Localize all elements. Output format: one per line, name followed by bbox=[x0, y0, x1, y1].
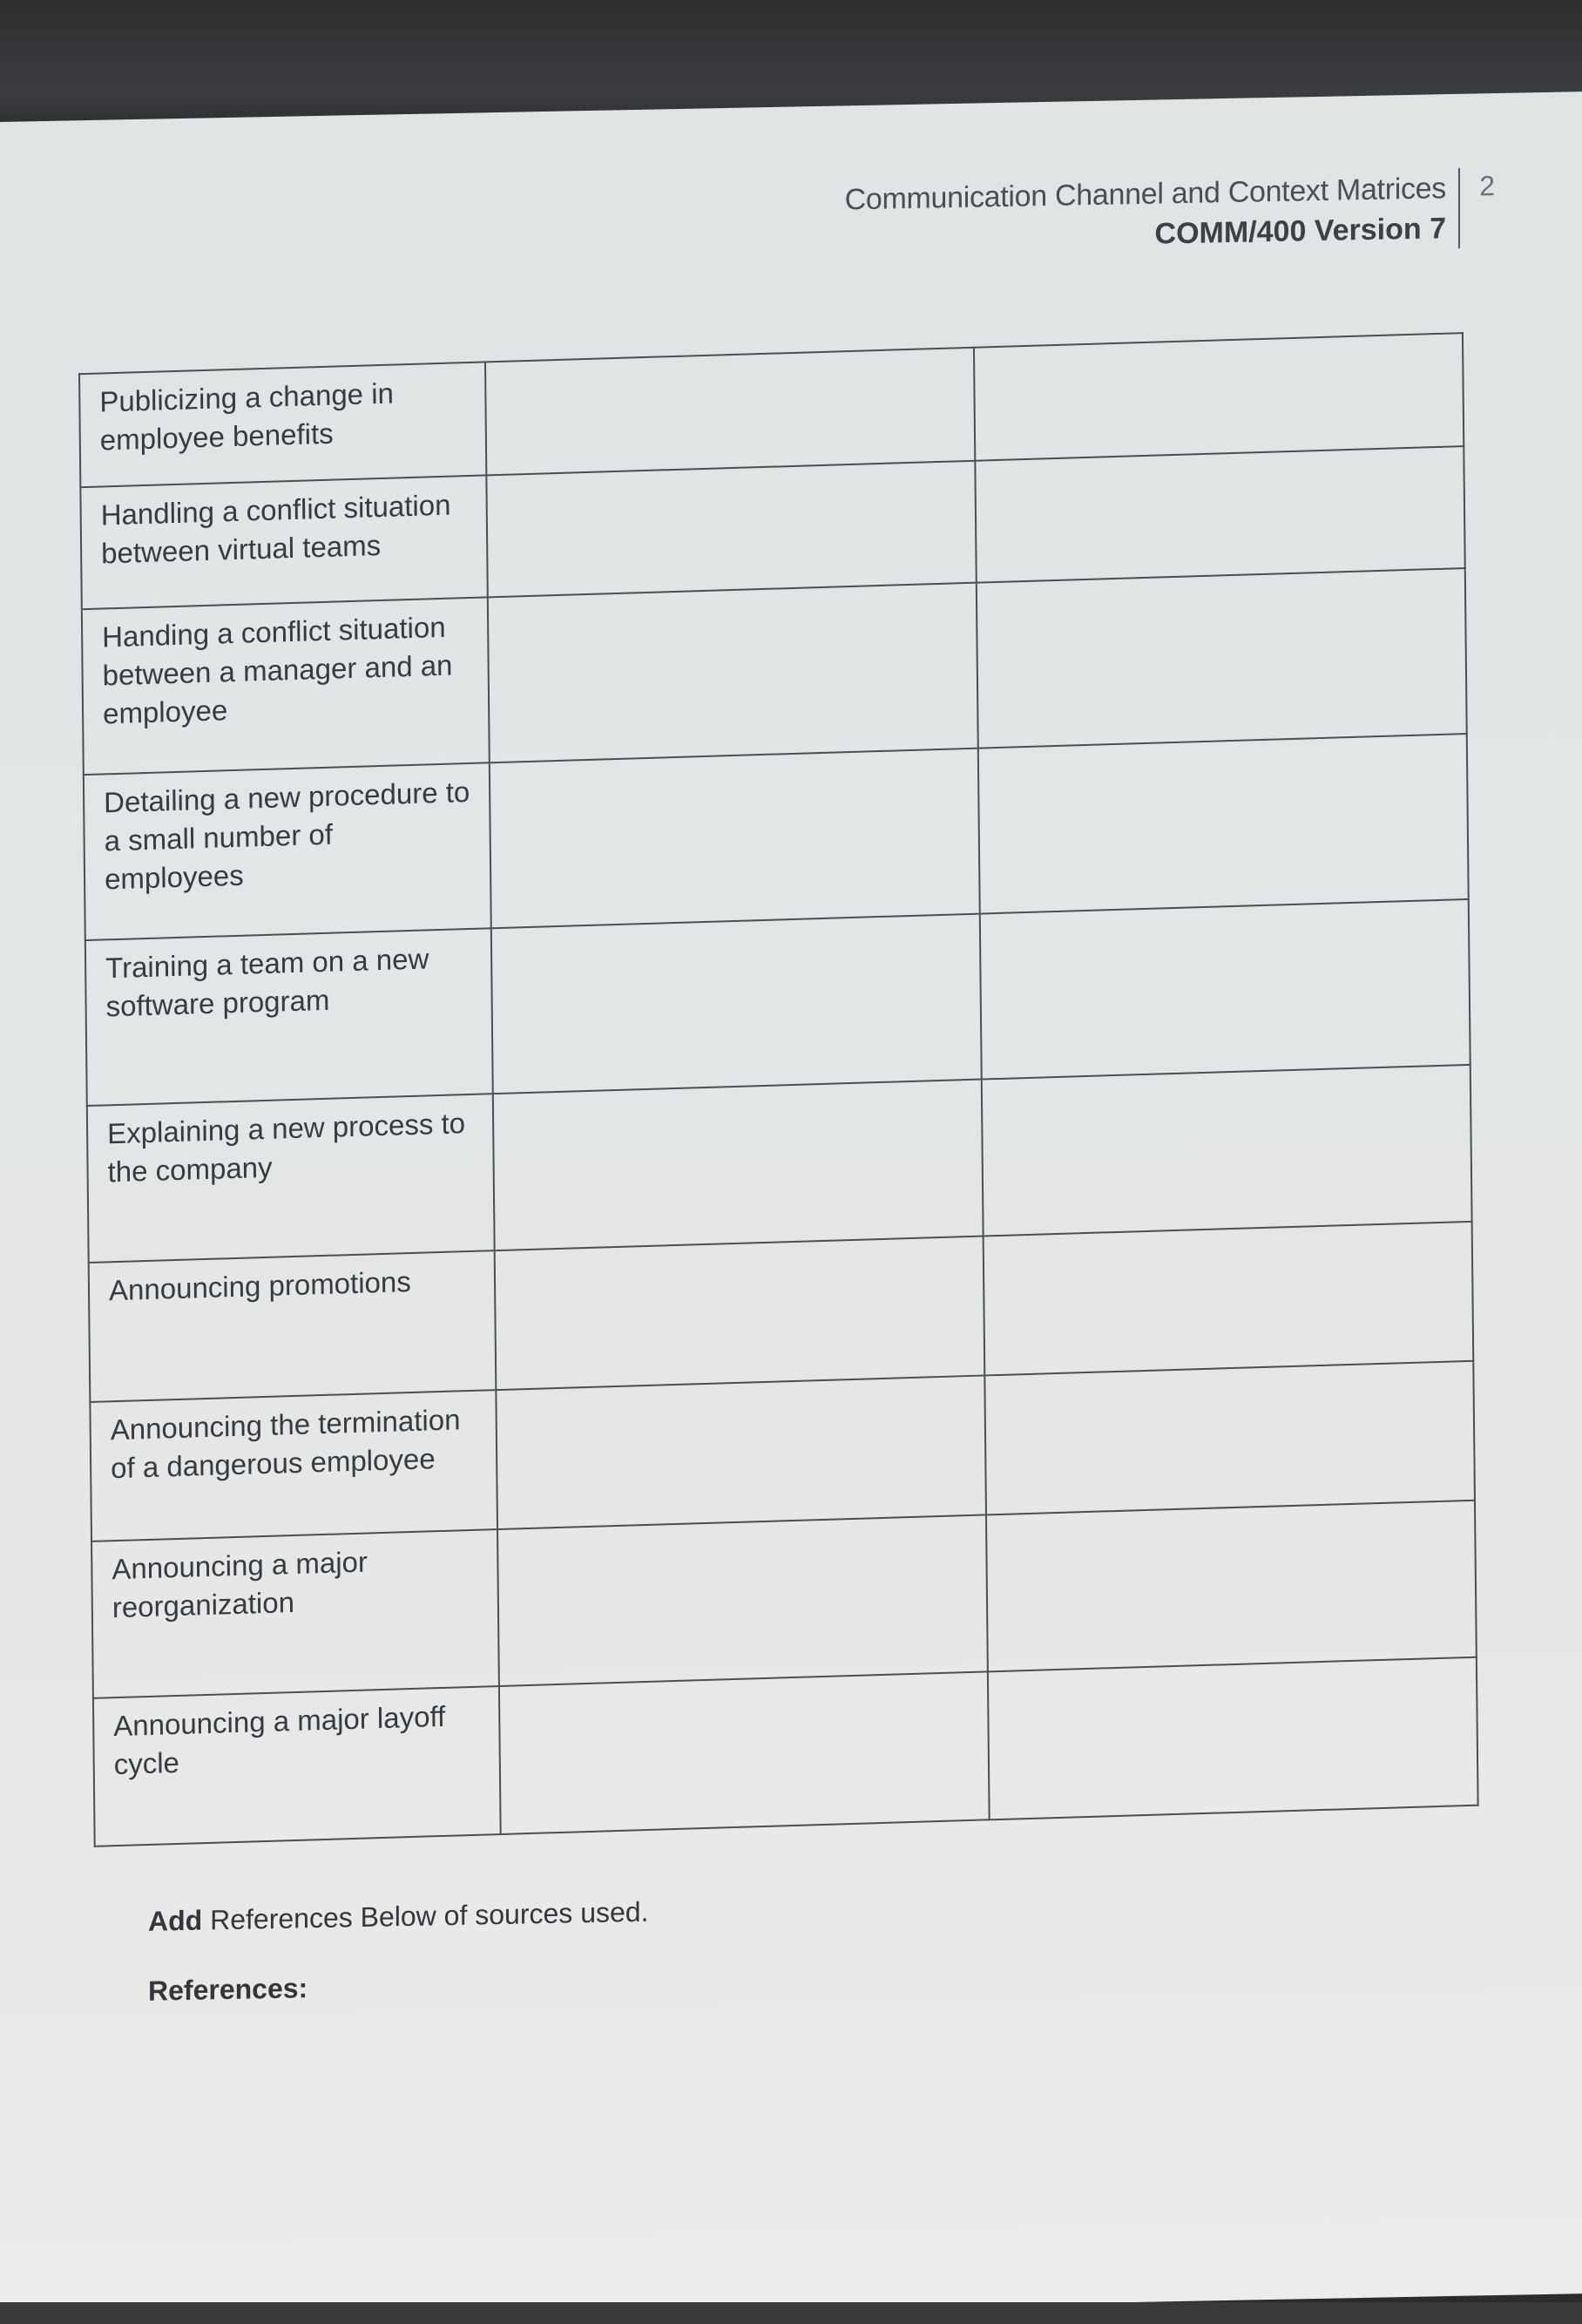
context-cell[interactable] bbox=[983, 1222, 1473, 1376]
running-header bbox=[845, 168, 1460, 261]
channel-cell[interactable] bbox=[497, 1514, 988, 1686]
row-label: Handling a conflict situation between virtual teams bbox=[80, 475, 487, 609]
row-label: Training a team on a new software program bbox=[85, 928, 493, 1106]
context-cell[interactable] bbox=[977, 568, 1467, 749]
context-cell[interactable] bbox=[984, 1361, 1475, 1515]
channel-cell[interactable] bbox=[485, 348, 975, 476]
references-label: References: bbox=[148, 1972, 308, 2007]
row-label: Announcing promotions bbox=[89, 1250, 496, 1402]
context-cell[interactable] bbox=[980, 899, 1470, 1080]
context-cell[interactable] bbox=[982, 1065, 1472, 1237]
row-label: Announcing a major layoff cycle bbox=[93, 1686, 501, 1846]
course-code: COMM/400 Version 7 bbox=[1154, 212, 1446, 251]
channel-cell[interactable] bbox=[491, 914, 982, 1094]
context-cell[interactable] bbox=[988, 1657, 1478, 1820]
row-label: Handing a conflict situation between a manager and an employee bbox=[82, 597, 490, 775]
channel-cell[interactable] bbox=[490, 749, 980, 929]
channel-cell[interactable] bbox=[499, 1671, 990, 1834]
row-label: Publicizing a change in employee benefits bbox=[79, 362, 486, 487]
monitor-bezel-bottom bbox=[0, 2302, 1582, 2324]
row-label: Detailing a new procedure to a small number of employees bbox=[84, 762, 491, 940]
context-cell[interactable] bbox=[974, 333, 1464, 461]
channel-cell[interactable] bbox=[493, 1080, 984, 1251]
document-title: Communication Channel and Context Matrices bbox=[844, 172, 1446, 217]
page-number: 2 bbox=[1479, 170, 1495, 202]
context-cell[interactable] bbox=[975, 446, 1465, 583]
context-cell[interactable] bbox=[986, 1501, 1477, 1672]
add-references-instruction bbox=[148, 1896, 648, 1938]
row-label: Announcing a major reorganization bbox=[91, 1529, 499, 1698]
channel-cell[interactable] bbox=[488, 583, 978, 763]
channel-cell[interactable] bbox=[486, 461, 977, 598]
row-label: Explaining a new process to the company bbox=[87, 1094, 495, 1263]
row-label: Announcing the termination of a dangerous employee bbox=[90, 1390, 497, 1541]
add-word: Add bbox=[148, 1904, 203, 1937]
matrix-table bbox=[78, 332, 1479, 1847]
document-page bbox=[0, 91, 1582, 2324]
channel-cell[interactable] bbox=[496, 1375, 986, 1529]
channel-cell[interactable] bbox=[494, 1237, 984, 1391]
add-references-text: References Below of sources used. bbox=[202, 1895, 649, 1936]
context-cell[interactable] bbox=[978, 734, 1469, 914]
